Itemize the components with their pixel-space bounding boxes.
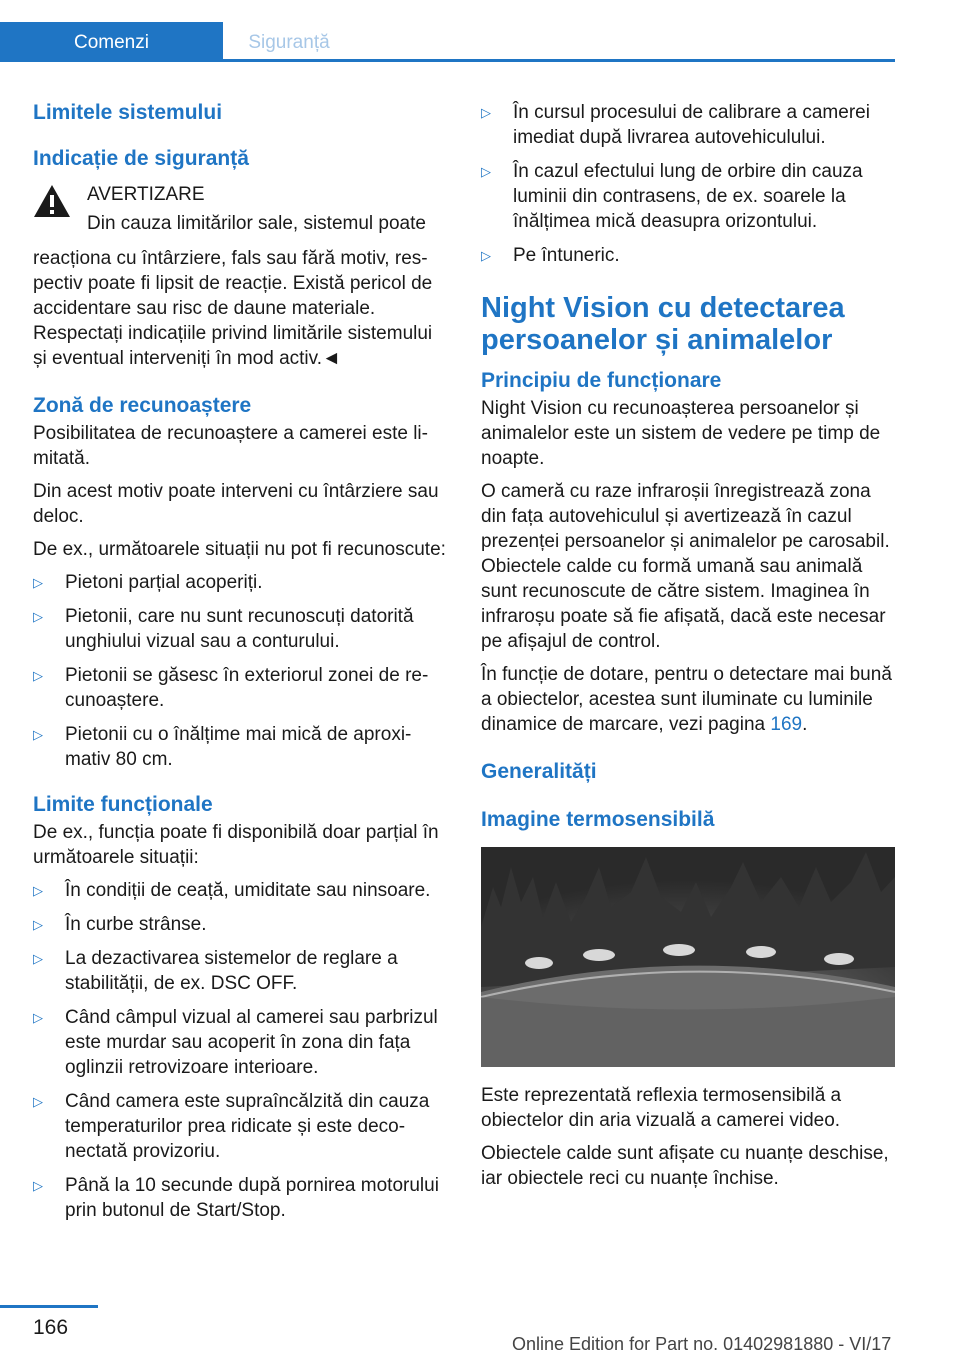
zone-p3: De ex., următoarele situații nu pot fi recunoscute: bbox=[33, 539, 446, 560]
bullet-triangle-icon: ▷ bbox=[33, 951, 43, 966]
bullet-triangle-icon: ▷ bbox=[33, 883, 43, 898]
chapter-tabs bbox=[0, 22, 895, 62]
tab-rule bbox=[0, 59, 895, 62]
warning-triangle-icon bbox=[33, 184, 71, 218]
list-item: ▷ În curbe strânse. bbox=[33, 914, 207, 935]
bullet-triangle-icon: ▷ bbox=[33, 609, 43, 624]
list-item: ▷ Pietonii se găsesc în exteriorul zonei de recunoaștere. bbox=[33, 665, 429, 711]
bullet-triangle-icon: ▷ bbox=[33, 575, 43, 590]
principle-p3: În funcție de dotare, pentru o detectare mai bună a obiectelor, acestea sunt iluminate cu luminile dinamice de marcare, vezi pagina 169. bbox=[481, 664, 892, 735]
heading-night-vision: Night Vision cu detectarea persoanelor și animalelor bbox=[481, 292, 845, 356]
list-item: ▷ Când camera este supraîncălzită din cauza temperaturilor prea ridicate și este deconectată provizoriu. bbox=[33, 1091, 430, 1162]
warning-line1: Din cauza limitărilor sale, sistemul poate bbox=[87, 213, 426, 234]
list-item: ▷ Până la 10 secunde după pornirea motorului prin butonul de Start/Stop. bbox=[33, 1175, 439, 1221]
bullet-triangle-icon: ▷ bbox=[33, 1010, 43, 1025]
func-list bbox=[33, 878, 448, 1223]
page-number: 166 bbox=[33, 1316, 69, 1339]
right-column bbox=[481, 100, 895, 1199]
left-column bbox=[33, 100, 448, 1232]
list-item: ▷ Pe întuneric. bbox=[481, 245, 620, 266]
list-item: ▷ Când câmpul vizual al camerei sau parbrizul este murdar sau acoperit în zona din fața oglinzii retrovizoare interioare. bbox=[33, 1007, 438, 1078]
warning-text: reacționa cu întârziere, fals sau fără motiv, respectiv poate fi lipsit de reacție. Există pericol de accidentare sau risc de daune materiale. Respectați indicațiile privind limitările sistemului și eventual interveniți în mod activ.◄ bbox=[33, 248, 433, 369]
principle-p2: O cameră cu raze infraroșii înregistrează zona din fața autovehiculul și avertizează în cazul prezenței persoanelor și animalelor pe carosabil. Obiectele calde cu formă umană sau animală sunt recunoscute de către sistem. Imaginea în infraroșu poate să fie afișată, dacă este necesar pe afișajul de control. bbox=[481, 481, 890, 652]
bullet-triangle-icon: ▷ bbox=[33, 727, 43, 742]
warning-block bbox=[33, 182, 448, 252]
thermal-p2: Obiectele calde sunt afișate cu nuanțe deschise, iar obiectele reci cu nuanțe închise. bbox=[481, 1143, 889, 1189]
footer-edition: Online Edition for Part no. 01402981880 - VI/17 bbox=[512, 1334, 892, 1354]
zone-list bbox=[33, 570, 448, 772]
list-item: ▷ Pietoni parțial acoperiți. bbox=[33, 572, 263, 593]
principle-p1: Night Vision cu recunoașterea persoanelor și animalelor este un sistem de vedere pe timp de noapte. bbox=[481, 398, 881, 469]
list-item: ▷ Pietonii, care nu sunt recunoscuți datorită unghiului vizual sau a conturului. bbox=[33, 606, 414, 652]
list-item: ▷ În cursul procesului de calibrare a camerei imediat după livrarea autovehiculului. bbox=[481, 102, 870, 148]
bullet-triangle-icon: ▷ bbox=[481, 105, 491, 120]
heading-limits: Limitele sistemului bbox=[33, 101, 223, 124]
continued-list bbox=[481, 100, 895, 268]
tab-comenzi[interactable]: Comenzi bbox=[0, 22, 223, 62]
func-p1: De ex., funcția poate fi disponibilă doar parțial în următoarele situații: bbox=[33, 822, 439, 868]
heading-safety: Indicație de siguranță bbox=[33, 147, 249, 170]
bullet-triangle-icon: ▷ bbox=[33, 668, 43, 683]
heading-zone: Zonă de recunoaștere bbox=[33, 394, 252, 417]
page-link-169[interactable]: 169 bbox=[770, 714, 803, 735]
list-item: ▷ Pietonii cu o înălțime mai mică de aproximativ 80 cm. bbox=[33, 724, 412, 770]
bullet-triangle-icon: ▷ bbox=[33, 1178, 43, 1193]
heading-thermal-image: Imagine termosensibilă bbox=[481, 808, 715, 831]
list-item: ▷ În condiții de ceață, umiditate sau ninsoare. bbox=[33, 880, 431, 901]
bullet-triangle-icon: ▷ bbox=[481, 164, 491, 179]
thermal-p1: Este reprezentată reflexia termosensibilă a obiectelor din aria vizuală a camerei video. bbox=[481, 1085, 842, 1131]
zone-p2: Din acest motiv poate interveni cu întârziere sau deloc. bbox=[33, 481, 439, 527]
list-item: ▷ În cazul efectului lung de orbire din cauza luminii din contrasens, de ex. soarele la înălțimea mică deasupra orizontului. bbox=[481, 161, 863, 232]
bullet-triangle-icon: ▷ bbox=[33, 1094, 43, 1109]
bullet-triangle-icon: ▷ bbox=[481, 248, 491, 263]
zone-p1: Posibilitatea de recunoaștere a camerei este limitată. bbox=[33, 423, 428, 469]
list-item: ▷ La dezactivarea sistemelor de reglare a stabilității, de ex. DSC OFF. bbox=[33, 948, 398, 994]
heading-general: Generalități bbox=[481, 760, 597, 783]
heading-principle: Principiu de funcționare bbox=[481, 369, 722, 392]
thermal-image bbox=[481, 847, 895, 1067]
heading-functional-limits: Limite funcționale bbox=[33, 793, 213, 816]
bullet-triangle-icon: ▷ bbox=[33, 917, 43, 932]
warning-title: AVERTIZARE bbox=[87, 184, 205, 205]
tab-siguranta[interactable]: Siguranță bbox=[248, 32, 330, 53]
page-number-bar bbox=[0, 1305, 98, 1308]
